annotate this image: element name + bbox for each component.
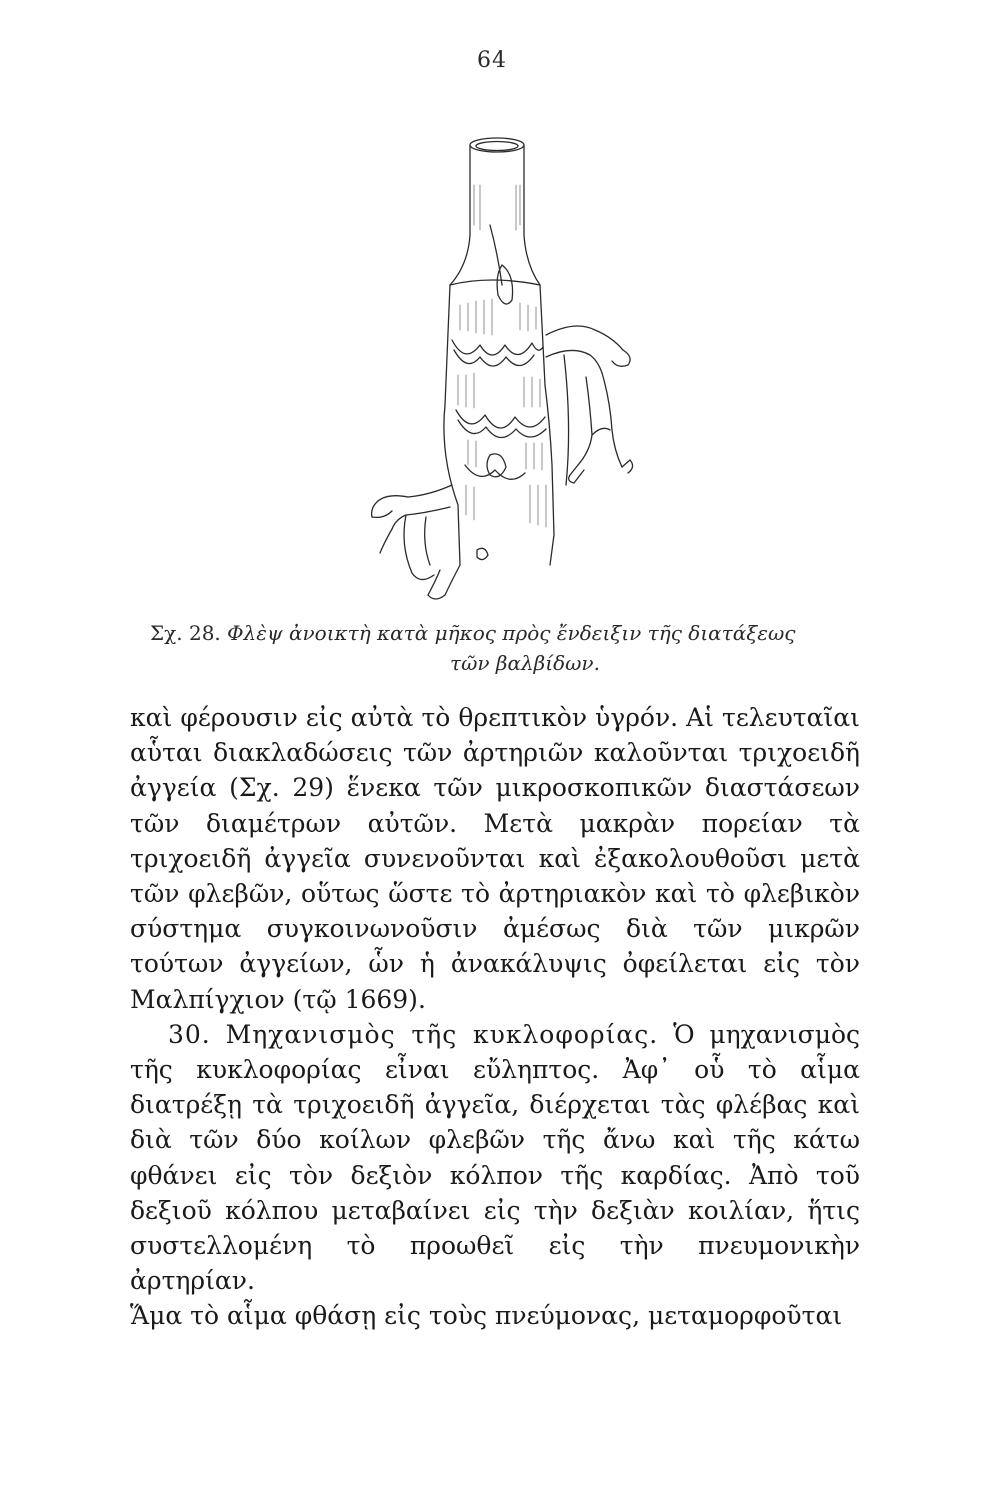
section-title: Μηχανισμὸς τῆς κυκλοφορίας. xyxy=(225,1019,659,1049)
caption-text-1: Φλὲψ ἀνοικτὴ κατὰ μῆκος πρὸς ἔνδειξιν τῆς διατάξεως xyxy=(227,621,796,645)
vein-drawing xyxy=(340,125,660,605)
figure-caption xyxy=(150,618,880,678)
paragraph-2 xyxy=(130,1017,860,1299)
figure-number: Σχ. 28. xyxy=(150,621,221,645)
caption-line-2: τῶν βαλβίδων. xyxy=(450,651,600,675)
page-number: 64 xyxy=(477,48,507,73)
paragraph-1: καὶ φέρουσιν εἰς αὐτὰ τὸ θρεπτικὸν ὑγρόν. Αἱ τελευταῖαι αὗται διακλαδώσεις τῶν ἀρτηριῶν καλοῦνται τριχοειδῆ ἀγγεία (Σχ. 29) ἕνεκα τῶν μικροσκοπικῶν διαστάσεων τῶν διαμέτρων αὐτῶν. Μετὰ μακρὰν πορείαν τὰ τριχοειδῆ ἀγγεῖα συνενοῦνται καὶ ἐξακολουθοῦσι μετὰ τῶν φλεβῶν, οὕτως ὥστε τὸ ἀρτηριακὸν καὶ τὸ φλεβικὸν σύστημα συγκοινωνοῦσιν ἀμέσως διὰ τῶν μικρῶν τούτων ἀγγείων, ὧν ἡ ἀνακάλυψις ὀφείλεται εἰς τὸν Μαλπίγχιον (τῷ 1669). xyxy=(130,703,860,1014)
body-text xyxy=(130,700,860,1334)
paragraph-3: Ἅμα τὸ αἷμα φθάσῃ εἰς τοὺς πνεύμονας, μεταμορφοῦται xyxy=(130,1301,843,1331)
section-number: 30. xyxy=(168,1019,211,1049)
vein-illustration xyxy=(340,125,660,605)
paragraph-2-text: Ὁ μηχανισμὸς τῆς κυκλοφορίας εἶναι εὔληπτος. Ἀφ᾽ οὗ τὸ αἷμα διατρέξῃ τὰ τριχοειδῆ ἀγγεῖα, διέρχεται τὰς φλέβας καὶ διὰ τῶν δύο κοίλων φλεβῶν τῆς ἄνω καὶ τῆς κάτω φθάνει εἰς τὸν δεξιὸν κόλπον τῆς καρδίας. Ἀπὸ τοῦ δεξιοῦ κόλπου μεταβαίνει εἰς τὴν δεξιὰν κοιλίαν, ἥτις συστελλομένη τὸ προωθεῖ εἰς τὴν πνευμονικὴν ἀρτηρίαν. xyxy=(130,1019,861,1296)
caption-line-1 xyxy=(150,618,880,648)
